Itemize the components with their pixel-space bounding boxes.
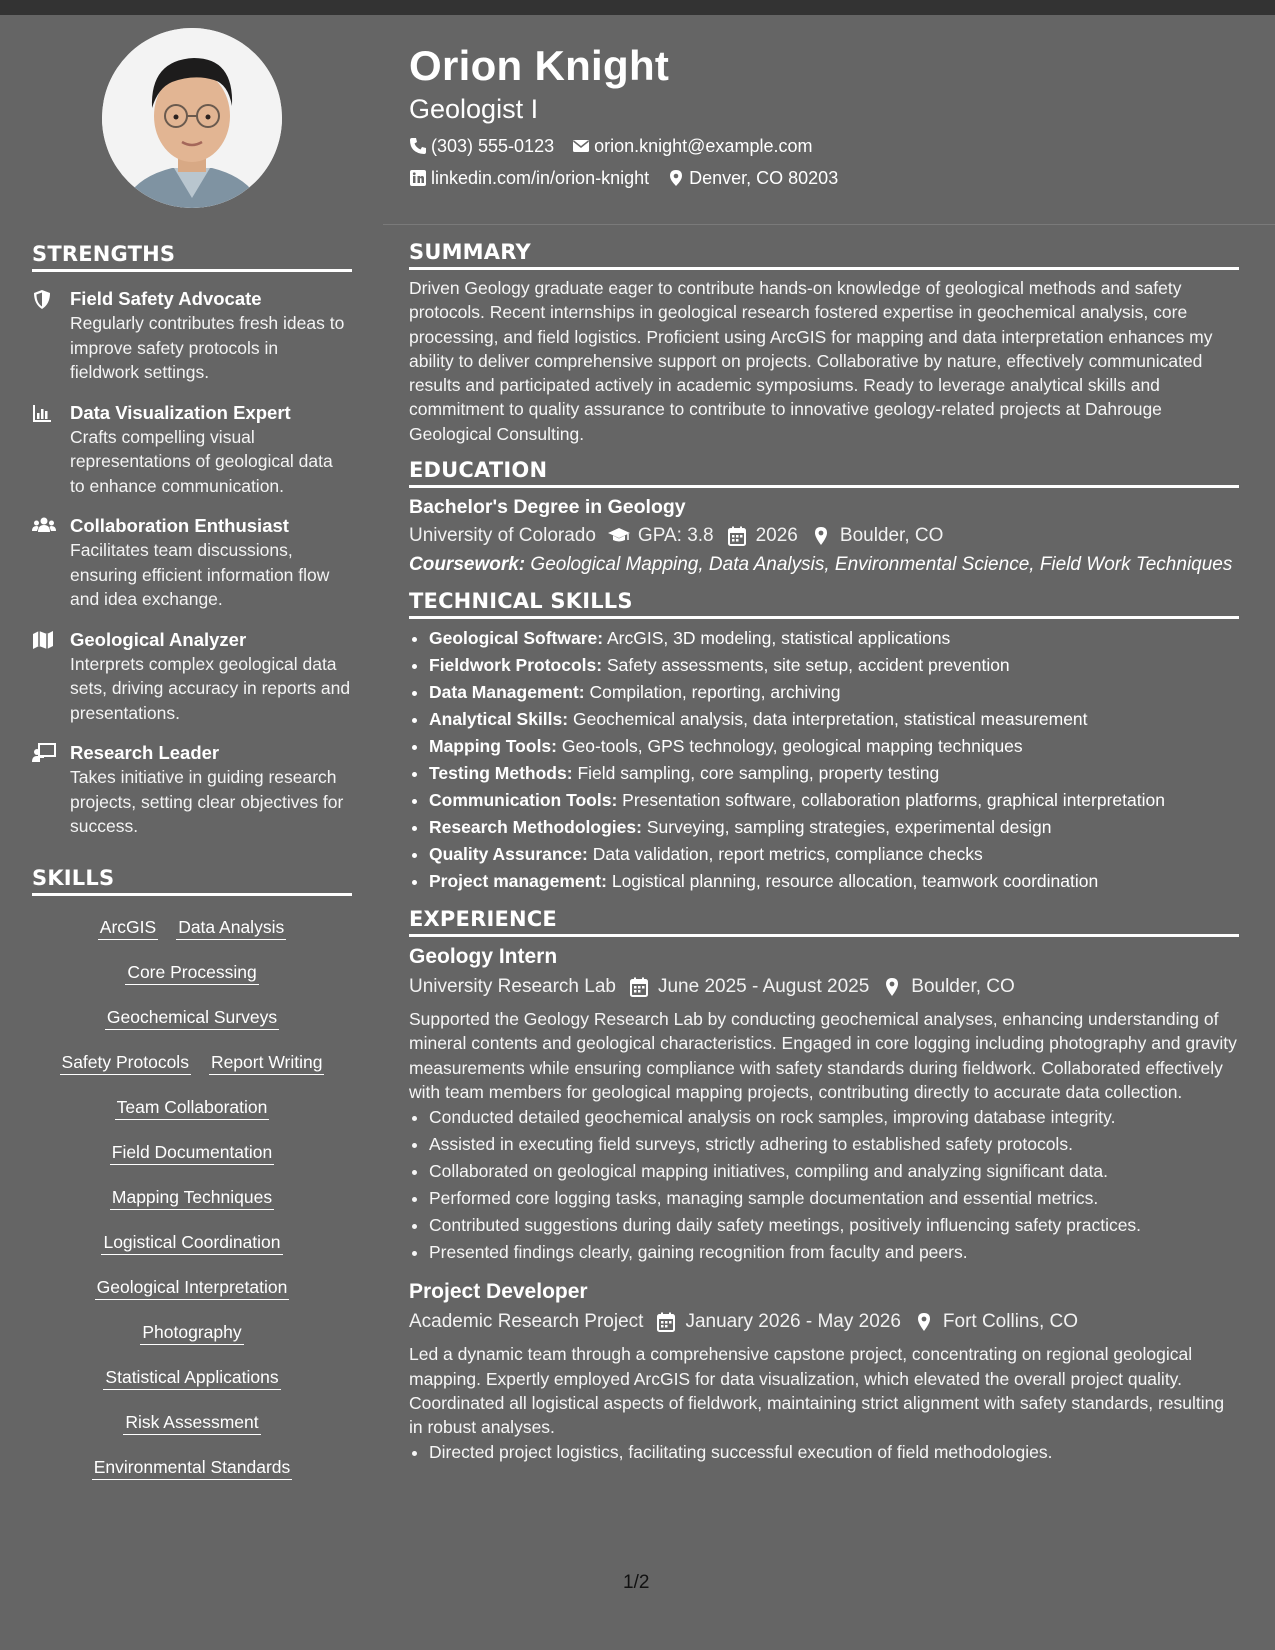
strength-desc: Facilitates team discussions, ensuring efficient information flow and idea exchange. [70, 540, 330, 609]
envelope-icon [572, 137, 590, 155]
skill-label: Geological Software: [429, 628, 604, 649]
experience-heading: EXPERIENCE [409, 907, 1239, 937]
email-contact[interactable] [572, 134, 812, 158]
skill-tag: Geochemical Surveys [105, 1005, 279, 1030]
list-item: • Directed project logistics, facilitating successful execution of field methodologies. [429, 1439, 1239, 1466]
skill-label: Quality Assurance: [429, 844, 588, 865]
skill-tag: Data Analysis [176, 915, 286, 940]
strength-name: Field Safety Advocate [70, 288, 262, 309]
map-pin-icon [913, 1312, 935, 1332]
list-item: • Conducted detailed geochemical analysis on rock samples, improving database integrity. [429, 1104, 1239, 1131]
location-contact [667, 166, 838, 190]
summary-section [409, 240, 1239, 446]
skill-tag: Statistical Applications [103, 1365, 280, 1390]
skill-row [32, 915, 352, 960]
skill-text: Geochemical analysis, data interpretation, statistical measurement [572, 709, 1088, 730]
skill-row [32, 1410, 352, 1455]
phone-contact [409, 134, 554, 158]
skill-label: Research Methodologies: [429, 817, 642, 838]
calendar-icon [628, 977, 650, 997]
location-text: Denver, CO 80203 [689, 168, 839, 188]
list-item [429, 787, 1239, 814]
job-dates-item [655, 1306, 900, 1338]
skill-row [32, 1365, 352, 1410]
avatar [102, 28, 282, 208]
coursework-label: Coursework: [409, 554, 526, 576]
job-entry [409, 1278, 1239, 1466]
skill-row [32, 1050, 352, 1095]
list-item [429, 679, 1239, 706]
users-icon [32, 516, 54, 538]
skill-row [32, 1140, 352, 1185]
technical-skills-heading: TECHNICAL SKILLS [409, 589, 1239, 619]
degree-title: Bachelor's Degree in Geology [409, 496, 686, 519]
strength-desc: Interprets complex geological data sets, driving accuracy in reports and presentations. [70, 653, 351, 723]
graduation-cap-icon [608, 526, 630, 546]
edu-location-item [810, 520, 944, 552]
calendar-icon [655, 1312, 677, 1332]
job-meta [409, 971, 1239, 1003]
edu-location-text: Boulder, CO [839, 525, 944, 547]
job-meta [409, 1306, 1239, 1338]
job-dates: June 2025 - August 2025 [657, 976, 870, 998]
school-name: University of Colorado [409, 525, 596, 547]
skill-row [32, 1095, 352, 1140]
strength-item [32, 514, 352, 612]
education-section [409, 458, 1239, 577]
skill-tag: Team Collaboration [115, 1095, 270, 1120]
resume-header [409, 40, 1239, 190]
skill-text: Safety assessments, site setup, accident prevention [606, 655, 1010, 676]
list-item [429, 706, 1239, 733]
teacher-icon [32, 743, 54, 765]
job-org: University Research Lab [409, 976, 616, 998]
list-item [429, 625, 1239, 652]
strength-name: Data Visualization Expert [70, 401, 291, 423]
job-org: Academic Research Project [409, 1311, 644, 1333]
phone-icon [409, 137, 427, 155]
strength-item [32, 741, 352, 839]
contact-row [409, 134, 1239, 158]
gpa-text: GPA: 3.8 [637, 525, 714, 547]
map-pin-icon [667, 169, 685, 187]
contact-row [409, 166, 1239, 190]
candidate-role: Geologist I [409, 94, 539, 124]
skill-row [32, 1320, 352, 1365]
technical-skills-section [409, 589, 1239, 895]
skills-heading: SKILLS [32, 866, 352, 896]
skill-tag: Core Processing [125, 960, 258, 985]
list-item: • Performed core logging tasks, managing sample documentation and essential metrics. [429, 1185, 1239, 1212]
strength-name: Collaboration Enthusiast [70, 515, 289, 536]
map-pin-icon [881, 977, 903, 997]
skill-tag: Environmental Standards [92, 1455, 293, 1480]
list-item [429, 814, 1239, 841]
job-location-item [913, 1306, 1078, 1338]
skill-text: Data validation, report metrics, compliance checks [592, 844, 983, 865]
skill-text: Field sampling, core sampling, property testing [577, 763, 940, 784]
job-summary: Supported the Geology Research Lab by conducting geochemical analyses, enhancing understanding of mineral contents and geological characteristics. Engaged in core logging including photography and gravity measurements while ensuring compliance with safety standards during fieldwork. Collaborated effectively with team members for geological mapping projects, contributing directly to accurate data collection. [409, 1009, 1237, 1102]
right-column [409, 240, 1239, 1478]
list-item: • Collaborated on geological mapping initiatives, compiling and analyzing significant data. [429, 1158, 1239, 1185]
skill-text: Geo-tools, GPS technology, geological mapping techniques [561, 736, 1023, 757]
list-item [429, 841, 1239, 868]
skill-tag: Safety Protocols [60, 1050, 191, 1075]
email-text[interactable]: orion.knight@example.com [594, 136, 813, 156]
top-bar [0, 0, 1275, 15]
header-divider [383, 224, 1275, 225]
skill-tag: Risk Assessment [123, 1410, 260, 1435]
summary-heading: SUMMARY [409, 240, 1239, 270]
education-meta [409, 520, 1239, 552]
linkedin-text[interactable]: linkedin.com/in/orion-knight [431, 168, 650, 188]
phone-text: (303) 555-0123 [431, 136, 555, 156]
gpa-item [608, 520, 714, 552]
strength-item [32, 287, 352, 385]
candidate-name: Orion Knight [409, 42, 670, 89]
skill-tag: Photography [140, 1320, 243, 1345]
strength-desc: Regularly contributes fresh ideas to improve safety protocols in fieldwork settings. [70, 313, 345, 382]
linkedin-icon [409, 169, 427, 187]
coursework [409, 552, 1239, 577]
list-item [429, 652, 1239, 679]
job-bullets [409, 1439, 1239, 1466]
skill-row [32, 1005, 352, 1050]
job-location: Fort Collins, CO [942, 1311, 1079, 1333]
job-dates-item [628, 971, 869, 1003]
skill-text: Presentation software, collaboration platforms, graphical interpretation [622, 790, 1165, 811]
list-item [429, 868, 1239, 895]
skill-label: Data Management: [429, 682, 585, 703]
year-text: 2026 [755, 525, 798, 547]
coursework-text: Geological Mapping, Data Analysis, Environmental Science, Field Work Techniques [530, 554, 1233, 576]
skill-tag: Logistical Coordination [101, 1230, 282, 1255]
skills-list [32, 915, 352, 1500]
skill-text: Surveying, sampling strategies, experimental design [646, 817, 1052, 838]
strengths-heading: STRENGTHS [32, 242, 352, 272]
job-title: Project Developer [409, 1280, 588, 1304]
skill-text: Logistical planning, resource allocation, teamwork coordination [611, 871, 1099, 892]
job-summary: Led a dynamic team through a comprehensive capstone project, concentrating on regional geological mapping. Expertly employed ArcGIS for data visualization, which elevated the overall project quality. Coordinated all logistical aspects of fieldwork, maintaining strict alignment with safety standards, resulting in robust analyses. [409, 1344, 1225, 1438]
chart-icon [32, 403, 54, 425]
strength-name: Geological Analyzer [70, 628, 247, 650]
skill-row [32, 1455, 352, 1500]
skill-label: Mapping Tools: [429, 736, 557, 757]
skill-row [32, 960, 352, 1005]
skill-row [32, 1185, 352, 1230]
strengths-list [32, 287, 352, 855]
skill-tag: ArcGIS [98, 915, 158, 940]
skill-text: Compilation, reporting, archiving [589, 682, 841, 703]
job-dates: January 2026 - May 2026 [685, 1311, 901, 1333]
education-heading: EDUCATION [409, 458, 1239, 488]
list-item [429, 733, 1239, 760]
job-bullets [409, 1104, 1239, 1266]
year-item [726, 520, 798, 552]
skill-row [32, 1275, 352, 1320]
skill-label: Fieldwork Protocols: [429, 655, 603, 676]
technical-skills-list [409, 625, 1239, 895]
experience-section [409, 907, 1239, 1466]
strength-name: Research Leader [70, 742, 220, 763]
skill-tag: Geological Interpretation [95, 1275, 290, 1300]
summary-text: Driven Geology graduate eager to contribute hands-on knowledge of geological methods and safety protocols. Recent internships in geological research fostered expertise in geochemical analysis, core processing, and field logistics. Proficient using ArcGIS for mapping and data interpretation enhances my ability to deliver comprehensive support on projects. Collaborative by nature, effectively communicated results and participated actively in academic symposiums. Ready to leverage analytical skills and commitment to quality assurance to contribute to innovative geology-related projects at Dahrouge Geological Consulting. [409, 278, 1213, 444]
skill-text: ArcGIS, 3D modeling, statistical applications [606, 628, 951, 649]
shield-icon [32, 289, 54, 311]
job-location-item [881, 971, 1015, 1003]
skill-label: Testing Methods: [429, 763, 573, 784]
map-pin-icon [810, 526, 832, 546]
skill-tag: Report Writing [209, 1050, 325, 1075]
job-entry [409, 943, 1239, 1266]
skill-tag: Mapping Techniques [110, 1185, 274, 1210]
job-title: Geology Intern [409, 945, 558, 969]
skill-tag: Field Documentation [110, 1140, 275, 1165]
list-item: • Assisted in executing field surveys, strictly adhering to established safety protocols. [429, 1131, 1239, 1158]
skill-label: Communication Tools: [429, 790, 618, 811]
strength-item [32, 628, 352, 726]
strength-item [32, 401, 352, 499]
job-location: Boulder, CO [911, 976, 1015, 998]
linkedin-contact[interactable] [409, 166, 649, 190]
map-icon [32, 630, 54, 652]
skill-label: Analytical Skills: [429, 709, 569, 730]
list-item [429, 760, 1239, 787]
calendar-icon [726, 526, 748, 546]
list-item: • Presented findings clearly, gaining recognition from faculty and peers. [429, 1239, 1239, 1266]
skill-row [32, 1230, 352, 1275]
skill-label: Project management: [429, 871, 607, 892]
strength-desc: Takes initiative in guiding research projects, setting clear objectives for success. [70, 767, 344, 836]
strength-desc: Crafts compelling visual representations of geological data to enhance communication. [70, 426, 333, 496]
page-number: 1/2 [623, 1572, 650, 1593]
list-item: • Contributed suggestions during daily safety meetings, positively influencing safety practices. [429, 1212, 1239, 1239]
